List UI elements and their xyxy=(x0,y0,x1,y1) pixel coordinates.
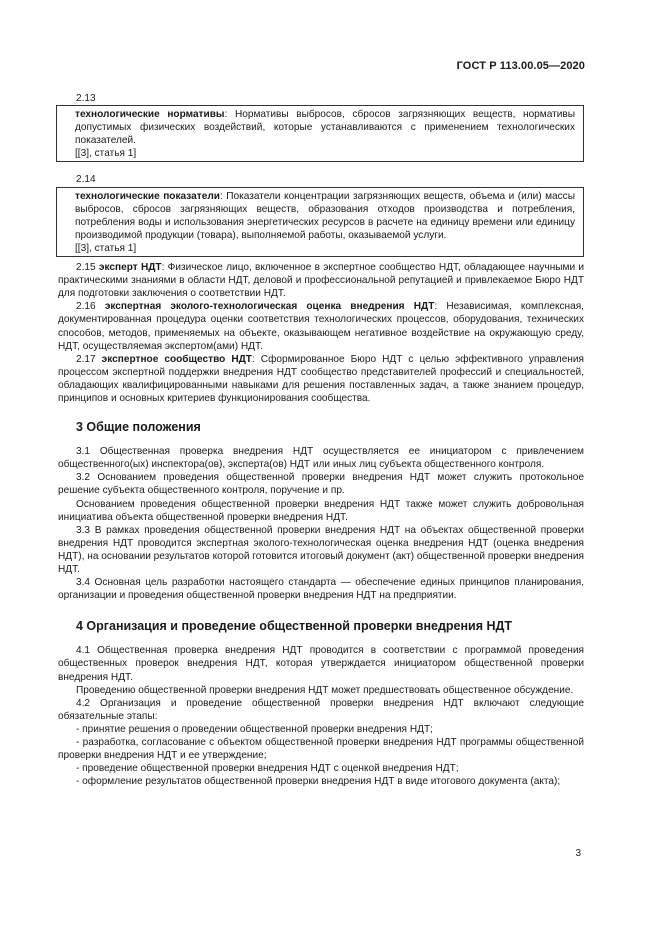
paragraph: 4.2 Организация и проведение общественной проверки внедрения НДТ включают следующие обязательные этапы: xyxy=(58,697,584,722)
paragraph: Основанием проведения общественной проверки внедрения НДТ также может служить добровольная инициатива объекта общественной проверки внедрения НДТ. xyxy=(58,498,584,523)
list-item: - проведение общественной проверки внедрения НДТ с оценкой внедрения НДТ; xyxy=(76,763,459,775)
definition-term: экспертная эколого-технологическая оценка внедрения НДТ xyxy=(104,301,435,313)
paragraph: Проведению общественной проверки внедрения НДТ может предшествовать общественное обсуждение. xyxy=(76,684,574,696)
definition-text: : Сформированное Бюро НДТ с целью эффективного управления процессом экспертной поддержки внедрения НДТ сообщество представителей профессий и специальностей, обладающих квалифицированными навыками для решения поставленных задач, а также знанием процедур, принципов и основных критериев функционирования сообщества. xyxy=(58,353,584,404)
definition-term: эксперт НДТ xyxy=(98,262,162,274)
definition-number: 2.13 xyxy=(76,93,96,104)
definition-text: : Показатели концентрации загрязняющих веществ, объема и (или) массы выбросов, сбросов загрязняющих веществ, образования отходов производства и потребления, потребления воды и использования энергетических ресурсов в расчете на единицу времени или единицу производимой продукции (товара), выполняемой работы, оказываемой услуги. xyxy=(75,190,575,241)
definition-text: : Физическое лицо, включенное в экспертное сообщество НДТ, обладающее научными и практическими знаниями в области НДТ, деловой и профессиональной репутацией и привлекаемое Бюро НДТ для подготовки заключения о соответствии НДТ. xyxy=(58,262,584,300)
list-item: - разработка, согласование с объектом общественной проверки внедрения НДТ программы общественной проверки внедрения НДТ и ее утверждение; xyxy=(58,737,584,762)
definition-term: экспертное сообщество НДТ xyxy=(101,353,252,365)
paragraph: 3.3 В рамках проведения общественной проверки внедрения НДТ на объектах общественной проверки внедрения НДТ проводится экспертная эколого-технологическая оценка внедрения НДТ (оценка внедрения НДТ), на основании результатов которой готовится итоговый документ (акт) общественной проверки внедрения НДТ. xyxy=(58,524,584,575)
definition-text: : Нормативы выбросов, сбросов загрязняющих веществ, нормативы допустимых физических воздействий, которые устанавливаются с применением технологических показателей. xyxy=(75,109,576,147)
paragraph: 3.1 Общественная проверка внедрения НДТ осуществляется ее инициатором с привлечением общественного(ых) инспектора(ов), эксперта(ов) НДТ или иных лиц субъекта общественного контроля. xyxy=(58,446,584,471)
definition-number: 2.15 xyxy=(76,262,96,274)
definition-box-2-14 xyxy=(56,187,584,257)
definition-number: 2.16 xyxy=(76,301,96,313)
definition-box-2-13 xyxy=(56,105,584,162)
definition-text: : Независимая, комплексная, документированная процедура оценки соответствия технологических процессов, оборудования, технических способов, методов, применяемых на объекте, оказывающем негативное воздействие на окружающую среду, НДТ, осуществляемая экспертом(ами) НДТ. xyxy=(58,301,584,352)
paragraph: 3.4 Основная цель разработки настоящего стандарта — обеспечение единых принципов планирования, организации и проведения общественной проверки внедрения НДТ на предприятии. xyxy=(58,577,584,602)
definition-reference: [[3], статья 1] xyxy=(75,148,137,160)
definition-term: технологические показатели xyxy=(75,190,220,202)
definition-reference: [[3], статья 1] xyxy=(75,242,137,254)
definition-number: 2.14 xyxy=(76,174,96,186)
definition-2-15 xyxy=(58,261,584,300)
page-number: 3 xyxy=(575,848,581,859)
paragraph: 3.2 Основанием проведения общественной проверки внедрения НДТ может служить протокольное решение субъекта общественного контроля, поручение и пр. xyxy=(58,472,584,497)
paragraph: 4.1 Общественная проверка внедрения НДТ проводится в соответствии с программой проведения общественных проверок внедрения НДТ, которая утверждается инициатором общественной проверки внедрения НДТ. xyxy=(58,645,584,683)
section-4-heading: 4 Организация и проведение общественной проверки внедрения НДТ xyxy=(76,619,513,634)
list-item: - принятие решения о проведении общественной проверки внедрения НДТ; xyxy=(76,723,433,735)
definition-term: технологические нормативы xyxy=(75,109,225,121)
document-body xyxy=(58,88,584,788)
definition-number: 2.17 xyxy=(76,353,96,365)
standard-code: ГОСТ Р 113.00.05—2020 xyxy=(456,60,585,72)
section-3-heading: 3 Общие положения xyxy=(76,420,201,435)
definition-2-17 xyxy=(58,353,584,405)
definition-2-16 xyxy=(58,300,584,352)
list-item: - оформление результатов общественной проверки внедрения НДТ в виде итогового документа (акта); xyxy=(76,776,561,788)
